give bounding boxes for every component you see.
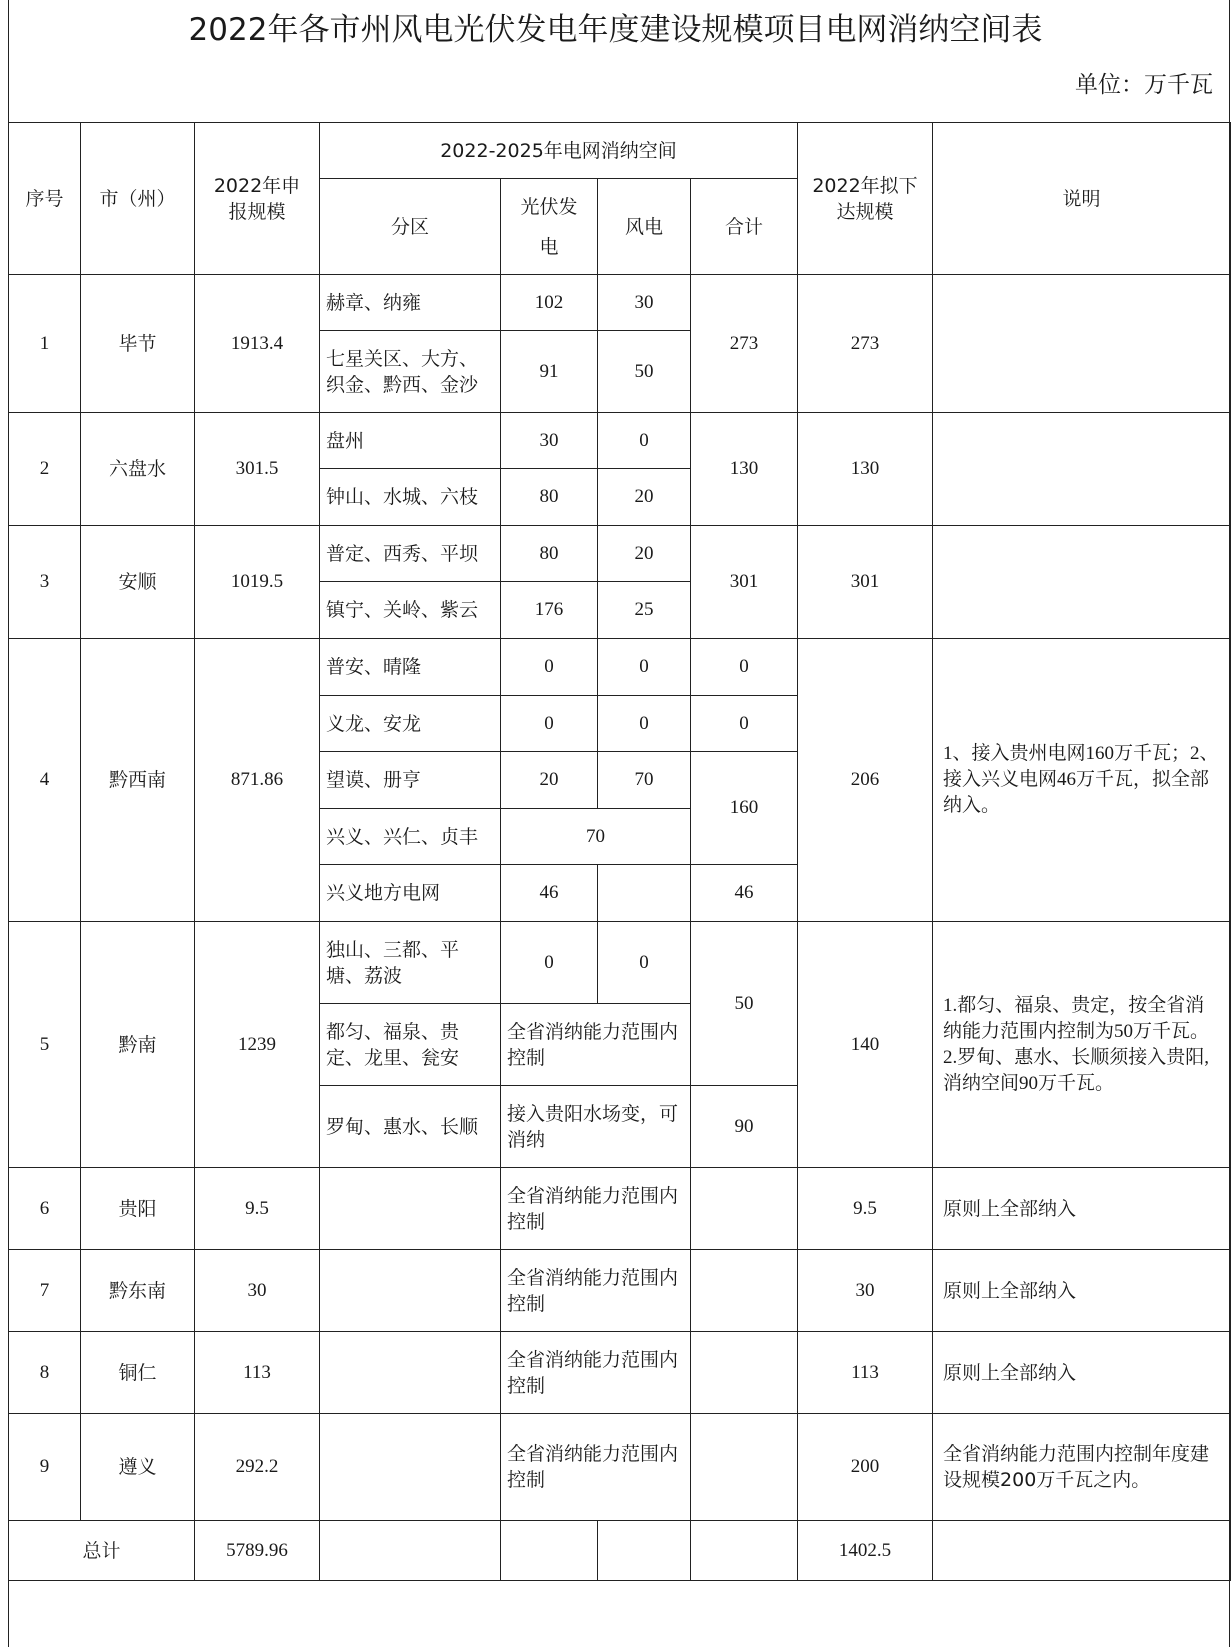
row4-zone3-sum: 160 bbox=[691, 752, 798, 865]
row4-issue: 206 bbox=[798, 639, 933, 922]
total-pv bbox=[501, 1521, 598, 1581]
row1-zone1: 赫章、纳雍 bbox=[320, 275, 501, 331]
row5-city: 黔南 bbox=[81, 922, 195, 1168]
row5-issue: 140 bbox=[798, 922, 933, 1168]
row1-zone2-wind: 50 bbox=[598, 331, 691, 413]
row1-zone2-pv: 91 bbox=[501, 331, 598, 413]
row4-note: 1、接入贵州电网160万千瓦；2、接入兴义电网46万千瓦，拟全部纳入。 bbox=[933, 639, 1231, 922]
row8-apply: 113 bbox=[195, 1332, 320, 1414]
row5-apply: 1239 bbox=[195, 922, 320, 1168]
row2-note bbox=[933, 413, 1231, 526]
row2-zone2-pv: 80 bbox=[501, 469, 598, 526]
row3-seq: 3 bbox=[9, 526, 81, 639]
row7-issue: 30 bbox=[798, 1250, 933, 1332]
row2-zone2-wind: 20 bbox=[598, 469, 691, 526]
row1-city: 毕节 bbox=[81, 275, 195, 413]
row1-seq: 1 bbox=[9, 275, 81, 413]
row3-city: 安顺 bbox=[81, 526, 195, 639]
row3-zone1-pv: 80 bbox=[501, 526, 598, 582]
row3-zone2-wind: 25 bbox=[598, 582, 691, 639]
row7-seq: 7 bbox=[9, 1250, 81, 1332]
row6-seq: 6 bbox=[9, 1168, 81, 1250]
row4-zone2: 义龙、安龙 bbox=[320, 696, 501, 752]
row5-zone1-wind: 0 bbox=[598, 922, 691, 1004]
row2-total: 130 bbox=[691, 413, 798, 526]
row5-zone2: 都匀、福泉、贵定、龙里、瓮安 bbox=[320, 1004, 501, 1086]
row4-zone5-pv: 46 bbox=[501, 865, 598, 922]
row6-city: 贵阳 bbox=[81, 1168, 195, 1250]
row2-apply: 301.5 bbox=[195, 413, 320, 526]
row4-zone2-wind: 0 bbox=[598, 696, 691, 752]
row3-issue: 301 bbox=[798, 526, 933, 639]
total-wind bbox=[598, 1521, 691, 1581]
header-apply: 2022年申报规模 bbox=[195, 123, 320, 275]
row7-city: 黔东南 bbox=[81, 1250, 195, 1332]
row7-apply: 30 bbox=[195, 1250, 320, 1332]
row7-note: 原则上全部纳入 bbox=[933, 1250, 1231, 1332]
row6-apply: 9.5 bbox=[195, 1168, 320, 1250]
row4-seq: 4 bbox=[9, 639, 81, 922]
row4-city: 黔西南 bbox=[81, 639, 195, 922]
row8-merged: 全省消纳能力范围内控制 bbox=[501, 1332, 691, 1414]
row6-zone bbox=[320, 1168, 501, 1250]
row9-apply: 292.2 bbox=[195, 1414, 320, 1521]
row4-zone1-sum: 0 bbox=[691, 639, 798, 696]
row4-zone1-pv: 0 bbox=[501, 639, 598, 696]
row1-zone1-wind: 30 bbox=[598, 275, 691, 331]
unit-label: 单位：万千瓦 bbox=[1075, 72, 1213, 98]
row9-sum bbox=[691, 1414, 798, 1521]
row9-zone bbox=[320, 1414, 501, 1521]
row4-zone3-pv: 20 bbox=[501, 752, 598, 809]
row4-zone4: 兴义、兴仁、贞丰 bbox=[320, 809, 501, 865]
row3-zone1: 普定、西秀、平坝 bbox=[320, 526, 501, 582]
row4-zone1-wind: 0 bbox=[598, 639, 691, 696]
row4-zone2-pv: 0 bbox=[501, 696, 598, 752]
total-note bbox=[933, 1521, 1231, 1581]
header-wind: 风电 bbox=[598, 179, 691, 275]
header-city: 市（州） bbox=[81, 123, 195, 275]
row4-apply: 871.86 bbox=[195, 639, 320, 922]
row4-zone5-sum: 46 bbox=[691, 865, 798, 922]
row8-seq: 8 bbox=[9, 1332, 81, 1414]
row4-zone5: 兴义地方电网 bbox=[320, 865, 501, 922]
row3-zone2-pv: 176 bbox=[501, 582, 598, 639]
row8-issue: 113 bbox=[798, 1332, 933, 1414]
row9-merged: 全省消纳能力范围内控制 bbox=[501, 1414, 691, 1521]
row8-city: 铜仁 bbox=[81, 1332, 195, 1414]
row2-zone2: 钟山、水城、六枝 bbox=[320, 469, 501, 526]
total-issue: 1402.5 bbox=[798, 1521, 933, 1581]
header-zone: 分区 bbox=[320, 179, 501, 275]
row3-apply: 1019.5 bbox=[195, 526, 320, 639]
row6-note: 原则上全部纳入 bbox=[933, 1168, 1231, 1250]
row8-zone bbox=[320, 1332, 501, 1414]
row9-city: 遵义 bbox=[81, 1414, 195, 1521]
row2-city: 六盘水 bbox=[81, 413, 195, 526]
row2-zone1-wind: 0 bbox=[598, 413, 691, 469]
row5-zone3-sum: 90 bbox=[691, 1086, 798, 1168]
total-zone bbox=[320, 1521, 501, 1581]
row9-issue: 200 bbox=[798, 1414, 933, 1521]
row2-zone1: 盘州 bbox=[320, 413, 501, 469]
row5-seq: 5 bbox=[9, 922, 81, 1168]
row1-apply: 1913.4 bbox=[195, 275, 320, 413]
header-note: 说明 bbox=[933, 123, 1231, 275]
row6-issue: 9.5 bbox=[798, 1168, 933, 1250]
row7-zone bbox=[320, 1250, 501, 1332]
row3-zone1-wind: 20 bbox=[598, 526, 691, 582]
row4-zone2-sum: 0 bbox=[691, 696, 798, 752]
row2-seq: 2 bbox=[9, 413, 81, 526]
row4-zone5-wind bbox=[598, 865, 691, 922]
row2-issue: 130 bbox=[798, 413, 933, 526]
row4-zone1: 普安、晴隆 bbox=[320, 639, 501, 696]
header-issue: 2022年拟下达规模 bbox=[798, 123, 933, 275]
row6-merged: 全省消纳能力范围内控制 bbox=[501, 1168, 691, 1250]
row5-zone1-pv: 0 bbox=[501, 922, 598, 1004]
row3-note bbox=[933, 526, 1231, 639]
row3-zone2: 镇宁、关岭、紫云 bbox=[320, 582, 501, 639]
header-space: 2022-2025年电网消纳空间 bbox=[320, 123, 798, 179]
page-title: 2022年各市州风电光伏发电年度建设规模项目电网消纳空间表 bbox=[188, 12, 1043, 48]
row1-zone1-pv: 102 bbox=[501, 275, 598, 331]
row5-zone3: 罗甸、惠水、长顺 bbox=[320, 1086, 501, 1168]
header-seq: 序号 bbox=[9, 123, 81, 275]
row4-zone3: 望谟、册亨 bbox=[320, 752, 501, 809]
row5-zone2-merged: 全省消纳能力范围内控制 bbox=[501, 1004, 691, 1086]
row8-note: 原则上全部纳入 bbox=[933, 1332, 1231, 1414]
row1-issue: 273 bbox=[798, 275, 933, 413]
capacity-table bbox=[8, 122, 1231, 1581]
total-sum bbox=[691, 1521, 798, 1581]
row3-total: 301 bbox=[691, 526, 798, 639]
row9-seq: 9 bbox=[9, 1414, 81, 1521]
row1-total: 273 bbox=[691, 275, 798, 413]
row7-merged: 全省消纳能力范围内控制 bbox=[501, 1250, 691, 1332]
row4-zone3-wind: 70 bbox=[598, 752, 691, 809]
row2-zone1-pv: 30 bbox=[501, 413, 598, 469]
header-pv: 光伏发电 bbox=[501, 179, 598, 275]
row1-note bbox=[933, 275, 1231, 413]
row8-sum bbox=[691, 1332, 798, 1414]
row5-note: 1.都匀、福泉、贵定，按全省消纳能力范围内控制为50万千瓦。2.罗甸、惠水、长顺须接入贵阳,消纳空间90万千瓦。 bbox=[933, 922, 1231, 1168]
row5-zone1: 独山、三都、平塘、荔波 bbox=[320, 922, 501, 1004]
row7-sum bbox=[691, 1250, 798, 1332]
row5-zone12-sum: 50 bbox=[691, 922, 798, 1086]
total-label: 总计 bbox=[9, 1521, 195, 1581]
header-sum: 合计 bbox=[691, 179, 798, 275]
total-apply: 5789.96 bbox=[195, 1521, 320, 1581]
row1-zone2: 七星关区、大方、织金、黔西、金沙 bbox=[320, 331, 501, 413]
row9-note: 全省消纳能力范围内控制年度建设规模200万千瓦之内。 bbox=[933, 1414, 1231, 1521]
row6-sum bbox=[691, 1168, 798, 1250]
row5-zone3-merged: 接入贵阳水场变，可消纳 bbox=[501, 1086, 691, 1168]
row4-zone4-merged: 70 bbox=[501, 809, 691, 865]
